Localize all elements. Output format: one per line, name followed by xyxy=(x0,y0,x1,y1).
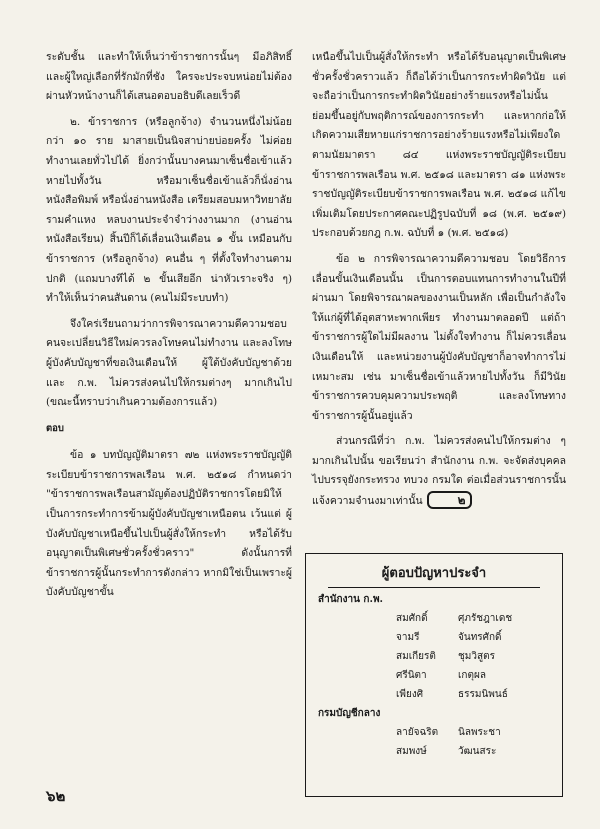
left-paragraph-1: ระดับชั้น และทำให้เห็นว่าข้าราชการนั้นๆ มีอภิสิทธิ์ และผู้ใหญ่เลือกที่รักมักที่ชัง ใครจะประจบหน่อยไม่ต้องผ่านหัวหน้างานก็ได้เสนอตอบอธิบดีเลยเร็วดี xyxy=(46,51,292,103)
member-row xyxy=(318,609,550,628)
member-given-name: จามรี xyxy=(396,632,420,643)
member-row xyxy=(318,723,550,742)
group-ocsc xyxy=(318,592,550,704)
member-family-name: จันทรศักดิ์ xyxy=(458,632,502,643)
member-family-name: ศุภรัชฎาเดช xyxy=(458,613,513,624)
end-mark: ๒ xyxy=(427,491,473,509)
member-row xyxy=(318,685,550,704)
right-paragraph-3-text: ส่วนกรณีที่ว่า ก.พ. ไม่ควรส่งคนไปให้กรมต่าง ๆ มากเกินไปนั้น ขอเรียนว่า สำนักงาน ก.พ. จะจัดส่งบุคคลไปบรรจุยังกระทรวง ทบวง กรมใด ต่อเมื่อส่วนราชการนั้นแจ้งความจำนงมาเท่านั้น xyxy=(312,435,566,508)
member-family-name: ธรรมนิพนธ์ xyxy=(458,689,508,700)
member-row xyxy=(318,647,550,666)
member-family-name: เกตุผล xyxy=(458,670,486,681)
left-paragraph-4: ข้อ ๑ บทบัญญัติมาตรา ๗๒ แห่งพระราชบัญญัติระเบียบข้าราชการพลเรือน พ.ศ. ๒๕๑๘ กำหนดว่า "ข้าราชการพลเรือนสามัญต้องปฏิบัติราชการโดยมิให้เป็นการกระทำการข้ามผู้บังคับบัญชาเหนือตน เว้นแต่ ผู้บังคับบัญชาเหนือขึ้นไปเป็นผู้สั่งให้กระทำ หรือได้รับอนุญาตเป็นพิเศษชั่วครั้งชั่วคราว" ดังนั้นการที่ข้าราชการผู้นั้นกระทำการดังกล่าว หากมิใช่เป็นเพราะผู้บังคับบัญชาขั้น xyxy=(46,449,292,599)
group-heading: กรมบัญชีกลาง xyxy=(318,708,381,719)
left-column xyxy=(46,48,292,609)
left-paragraph-3: จึงใคร่เรียนถามว่าการพิจารณาความดีความชอบคนจะเปลี่ยนวิธีใหม่ควรลงโทษคนไม่ทำงาน และลงโทษผู้บังคับบัญชาที่ขอเงินเดือนให้ ผู้ใต้บังคับบัญชาด้วย และ ก.พ. ไม่ควรส่งคนไปให้กรมต่างๆ มากเกินไป (ขณะนี้ทราบว่าเกินความต้องการแล้ว) xyxy=(46,317,292,409)
right-paragraph-3 xyxy=(312,432,566,511)
member-family-name: นิลพระชา xyxy=(458,727,501,738)
member-row xyxy=(318,628,550,647)
member-given-name: สมเกียรติ xyxy=(396,651,436,662)
left-paragraph-2: ๒. ข้าราชการ (หรือลูกจ้าง) จำนวนหนึ่งไม่น้อยกว่า ๑๐ ราย มาสายเป็นนิจสาบ่ายบ่อยครั้ง ไม่ค่อยทำงานเลยทั่วไปได้ ยิ่งกว่านั้นบางคนมาเซ็นชื่อเข้าแล้วหายไปทั้งวัน หรือมาเซ็นชื่อเข้าแล้วก็นั่งอ่านหนังสือพิมพ์ หรือนั่งอ่านหนังสือ เตรียมสอบมหาวิทยาลัยรามคำแหง หลบงานประจำจำว่างงานมาก (งานอ่านหนังสือเรียน) สิ้นปีก็ได้เลื่อนเงินเดือน ๑ ขั้น เหมือนกับข้าราชการ (หรือลูกจ้าง) คนอื่น ๆ ที่ตั้งใจทำงานตามปกติ (แถมบางทีได้ ๒ ขั้นเสียอีก น่าหัวเราะจริง ๆ) ทำให้เห็นว่าคนสันดาน (คนไม่มีระบบทำ) xyxy=(46,115,292,305)
member-given-name: สมศักดิ์ xyxy=(396,613,428,624)
member-family-name: ชุมวิสูตร xyxy=(458,651,495,662)
member-given-name: เพียงศิ xyxy=(396,689,424,700)
answer-label: ตอบ xyxy=(46,422,64,434)
answer-panel-box xyxy=(305,553,563,797)
right-paragraph-1: เหนือขึ้นไปเป็นผู้สั่งให้กระทำ หรือได้รับอนุญาตเป็นพิเศษชั่วครั้งชั่วคราวแล้ว ก็ถือได้ว่าเป็นการกระทำผิดวินัย แต่จะถือว่าเป็นการกระทำผิดวินัยอย่างร้ายแรงหรือไม่นั้นย่อมขึ้นอยู่กับพฤติการณ์ของการกระทำ และหากก่อให้เกิดความเสียหายแก่ราชการอย่างร้ายแรงหรือไม่เพียงใด ตามนัยมาตรา ๘๔ แห่งพระราชบัญญัติระเบียบข้าราชการพลเรือน พ.ศ. ๒๕๑๘ และมาตรา ๘๑ แห่งพระราชบัญญัติระเบียบข้าราชการพลเรือน พ.ศ. ๒๕๑๘ แก้ไขเพิ่มเติมโดยประกาศคณะปฏิรูปฉบับที่ ๑๘ (พ.ศ. ๒๕๑๙) ประกอบด้วยกฎ ก.พ. ฉบับที่ ๑ (พ.ศ. ๒๕๑๘) xyxy=(312,51,566,240)
group-comptroller xyxy=(318,706,550,761)
answer-panel-title: ผู้ตอบปัญหาประจำ xyxy=(328,562,540,588)
right-paragraph-2: ข้อ ๒ การพิจารณาความดีความชอบ โดยวิธีการเลื่อนขั้นเงินเดือนนั้น เป็นการตอบแทนการทำงานในปีที่ผ่านมา โดยพิจารณาผลของงานเป็นหลัก เพื่อเป็นกำลังใจให้แก่ผู้ที่ได้อุตสาหะพากเพียร ทำงานมาตลอดปี แต่ถ้าข้าราชการผู้ใดไม่มีผลงาน ไม่ตั้งใจทำงาน ก็ไม่ควรเลื่อนเงินเดือนให้ และหน่วยงานผู้บังคับบัญชาก็อาจทำการไม่เหมาะสม เช่น มาเซ็นชื่อเข้าแล้วหายไปทั้งวัน ก็มีวินัยข้าราชการควบคุมความประพฤติ และลงโทษทางข้าราชการผู้นั้นอยู่แล้ว xyxy=(312,252,566,422)
member-family-name: วัฒนสระ xyxy=(458,746,497,757)
member-row xyxy=(318,666,550,685)
member-given-name: สมพงษ์ xyxy=(396,746,427,757)
right-column xyxy=(312,48,566,518)
member-row xyxy=(318,742,550,761)
page-number: ๖๒ xyxy=(46,787,66,805)
group-heading: สำนักงาน ก.พ. xyxy=(318,594,384,605)
member-given-name: ลายัจฉริต xyxy=(396,727,439,738)
member-given-name: ศรีนิตา xyxy=(396,670,427,681)
